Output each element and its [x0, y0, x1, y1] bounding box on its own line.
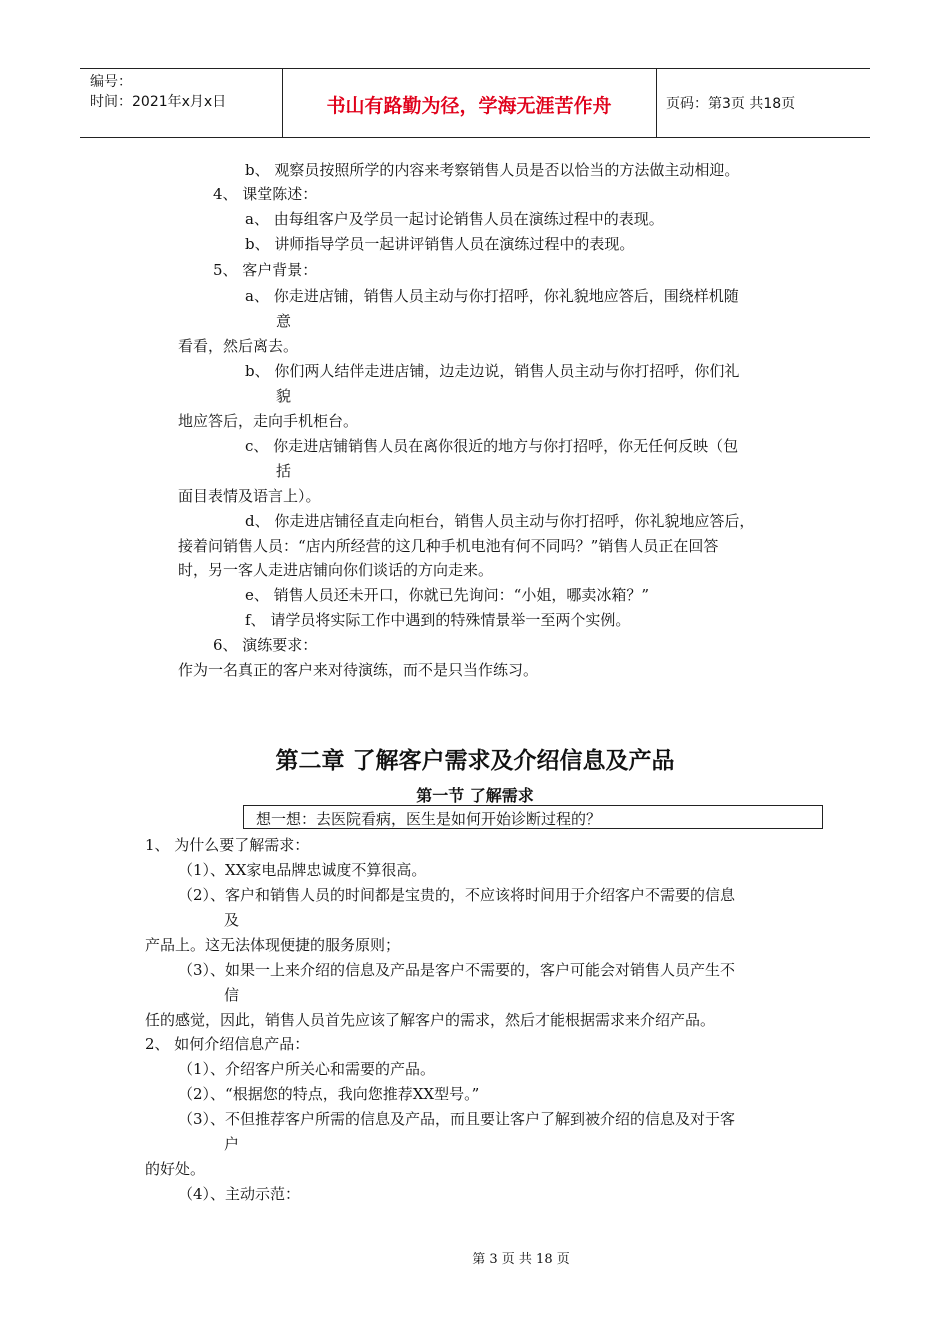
header-motto: 书山有路勤为径，学海无涯苦作舟: [326, 95, 612, 117]
body-line: b、 讲师指导学员一起讲评销售人员在演练过程中的表现。: [245, 235, 635, 253]
body-line: 括: [276, 462, 292, 480]
think-box-text: 想一想：去医院看病，医生是如何开始诊断过程的？: [256, 810, 602, 828]
body-line: 6、 演练要求：: [213, 636, 318, 654]
section-line: 户: [224, 1135, 240, 1153]
header-page-info: 页码：第3页 共18页: [666, 96, 796, 112]
section-line: （2）、客户和销售人员的时间都是宝贵的，不应该将时间用于介绍客户不需要的信息: [178, 886, 736, 904]
think-box: [243, 805, 823, 829]
body-line: 接着问销售人员：“店内所经营的这几种手机电池有何不同吗？”销售人员正在回答: [178, 537, 719, 555]
body-line: 作为一名真正的客户来对待演练，而不是只当作练习。: [178, 661, 539, 679]
body-line: a、 由每组客户及学员一起讨论销售人员在演练过程中的表现。: [245, 210, 664, 228]
section-line: （2）、“根据您的特点，我向您推荐XX型号。”: [178, 1085, 480, 1103]
section-line: 及: [224, 911, 240, 929]
body-line: d、 你走进店铺径直走向柜台，销售人员主动与你打招呼，你礼貌地应答后，: [245, 512, 755, 530]
section-line: 的好处。: [145, 1160, 206, 1178]
body-line: 地应答后，走向手机柜台。: [178, 412, 359, 430]
body-line: c、 你走进店铺销售人员在离你很近的地方与你打招呼，你无任何反映（包: [245, 437, 739, 455]
body-line: 看看，然后离去。: [178, 337, 299, 355]
body-line: 4、 课堂陈述：: [213, 185, 318, 203]
body-line: 5、 客户背景：: [213, 261, 318, 279]
section-line: 2、 如何介绍信息产品：: [145, 1035, 310, 1053]
body-line: b、 你们两人结伴走进店铺，边走边说，销售人员主动与你打招呼，你们礼: [245, 362, 740, 380]
body-line: b、 观察员按照所学的内容来考察销售人员是否以恰当的方法做主动相迎。: [245, 161, 740, 179]
header-meta: [90, 72, 226, 112]
section-line: （1）、XX家电品牌忠诚度不算很高。: [178, 861, 427, 879]
section-line: （4）、主动示范：: [178, 1185, 301, 1203]
page-footer: 第 3 页 共 18 页: [472, 1252, 570, 1267]
body-line: f、 请学员将实际工作中遇到的特殊情景举一至两个实例。: [245, 611, 631, 629]
time-label: 时间：2021年x月x日: [90, 94, 227, 110]
page-header: [80, 68, 870, 138]
body-line: 意: [276, 312, 292, 330]
section-line: 信: [224, 986, 240, 1004]
body-line: a、 你走进店铺，销售人员主动与你打招呼，你礼貌地应答后，围绕样机随: [245, 287, 739, 305]
header-divider: [656, 69, 657, 137]
body-line: e、 销售人员还未开口，你就已先询问：“小姐，哪卖冰箱？”: [245, 586, 649, 604]
number-label: 编号：: [90, 74, 132, 90]
section-line: （3）、不但推荐客户所需的信息及产品，而且要让客户了解到被介绍的信息及对于客: [178, 1110, 736, 1128]
body-line: 时，另一客人走进店铺向你们谈话的方向走来。: [178, 561, 494, 579]
section-title: 第一节 了解需求: [416, 786, 534, 805]
body-line: 貌: [276, 387, 292, 405]
section-line: 任的感觉，因此，销售人员首先应该了解客户的需求，然后才能根据需求来介绍产品。: [145, 1011, 716, 1029]
section-line: 1、 为什么要了解需求：: [145, 836, 310, 854]
section-line: （3）、如果一上来介绍的信息及产品是客户不需要的，客户可能会对销售人员产生不: [178, 961, 736, 979]
section-line: （1）、介绍客户所关心和需要的产品。: [178, 1060, 436, 1078]
body-line: 面目表情及语言上）。: [178, 487, 321, 505]
section-line: 产品上。这无法体现便捷的服务原则；: [145, 936, 401, 954]
chapter-title: 第二章 了解客户需求及介绍信息及产品: [275, 748, 675, 774]
